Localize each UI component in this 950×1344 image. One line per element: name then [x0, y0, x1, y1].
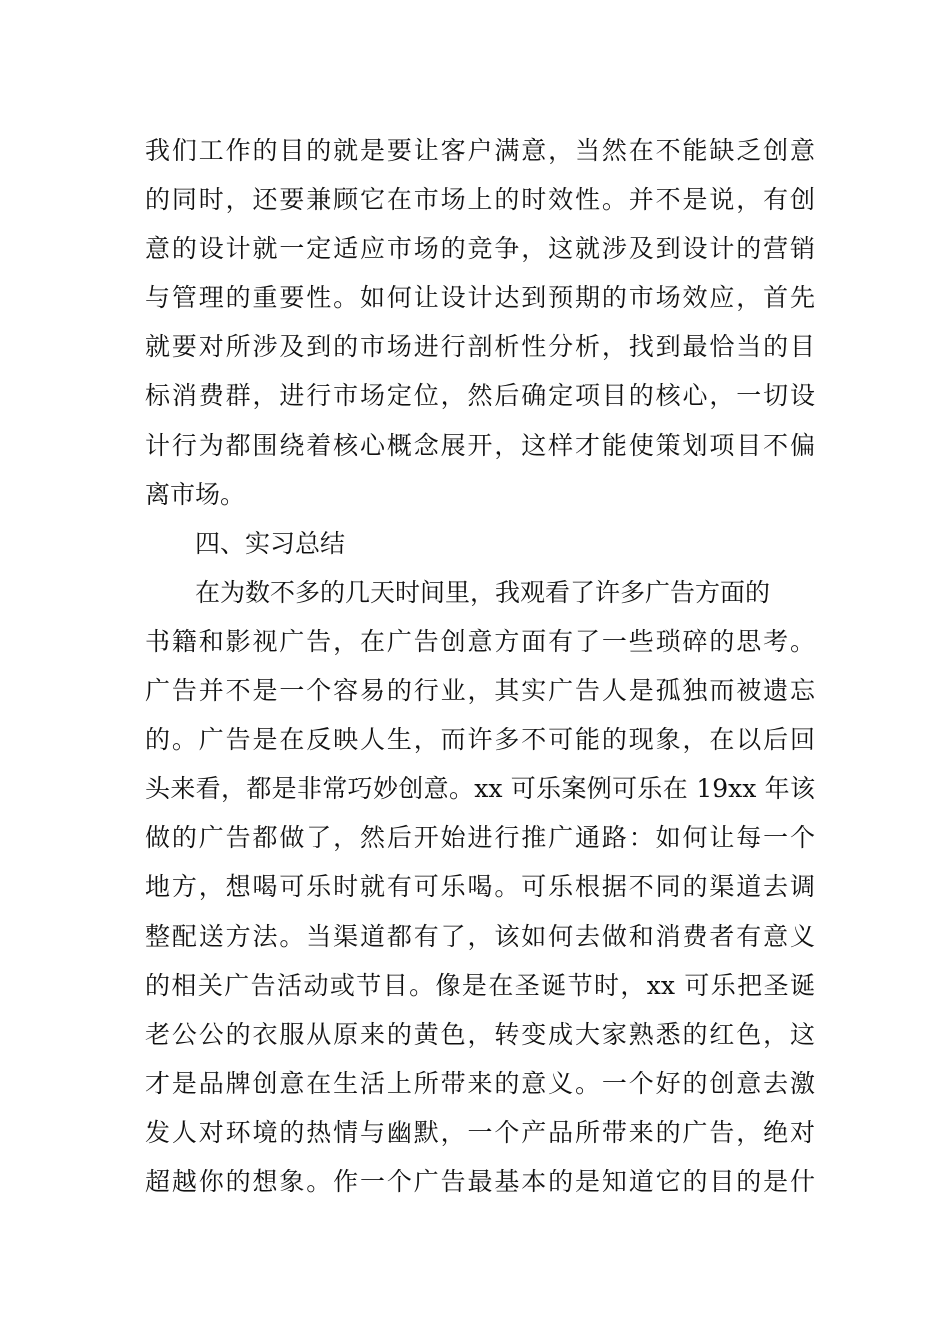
text-line: 才是品牌创意在生活上所带来的意义。一个好的创意去激: [145, 1068, 815, 1098]
text-line: 书籍和影视广告，在广告创意方面有了一些琐碎的思考。: [145, 626, 815, 656]
section-heading: 四、实习总结: [195, 528, 346, 558]
paragraph-1: [145, 126, 815, 519]
text-line: 整配送方法。当渠道都有了，该如何去做和消费者有意义: [145, 921, 815, 951]
text-line: 离市场。: [145, 479, 246, 509]
text-line: 发人对环境的热情与幽默，一个产品所带来的广告，绝对: [145, 1117, 815, 1147]
text-line: 就要对所涉及到的市场进行剖析性分析，找到最恰当的目: [145, 332, 815, 362]
text-line: 超越你的想象。作一个广告最基本的是知道它的目的是什: [145, 1166, 815, 1196]
text-line: 做的广告都做了，然后开始进行推广通路：如何让每一个: [145, 823, 815, 853]
text-line: 意的设计就一定适应市场的竞争，这就涉及到设计的营销: [145, 234, 815, 264]
text-line: 的相关广告活动或节目。像是在圣诞节时，xx 可乐把圣诞: [145, 970, 815, 1000]
text-line: 在为数不多的几天时间里，我观看了许多广告方面的: [195, 577, 771, 607]
text-line: 的。广告是在反映人生，而许多不可能的现象，在以后回: [145, 725, 815, 755]
text-line: 的同时，还要兼顾它在市场上的时效性。并不是说，有创: [145, 185, 815, 215]
text-line: 与管理的重要性。如何让设计达到预期的市场效应，首先: [145, 283, 815, 313]
document-body: [145, 126, 815, 1206]
text-line: 标消费群，进行市场定位，然后确定项目的核心，一切设: [145, 381, 815, 411]
text-line: 广告并不是一个容易的行业，其实广告人是孤独而被遗忘: [145, 676, 815, 706]
text-line: 头来看，都是非常巧妙创意。xx 可乐案例可乐在 19xx 年该: [145, 774, 815, 804]
text-line: 老公公的衣服从原来的黄色，转变成大家熟悉的红色，这: [145, 1019, 815, 1049]
paragraph-2: [145, 568, 815, 1206]
text-line: 我们工作的目的就是要让客户满意，当然在不能缺乏创意: [145, 136, 815, 165]
text-line: 地方，想喝可乐时就有可乐喝。可乐根据不同的渠道去调: [145, 872, 815, 902]
text-line: 计行为都围绕着核心概念展开，这样才能使策划项目不偏: [145, 430, 815, 460]
